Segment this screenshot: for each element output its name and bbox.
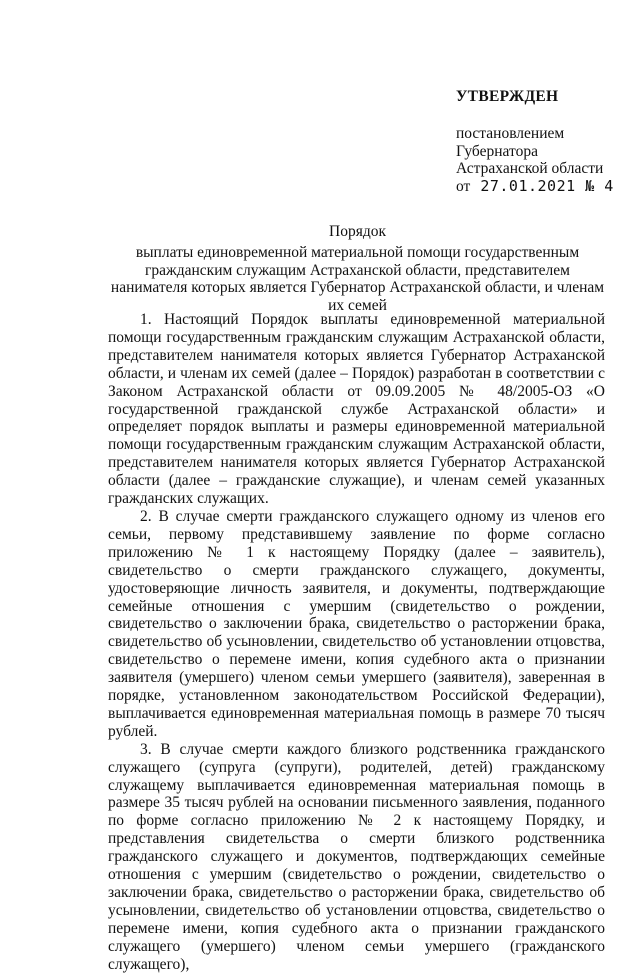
approval-line-2: Губернатора — [456, 142, 538, 160]
document-subtitle: выплаты единовременной материальной помощи государственным гражданским служащим Астраханской области, представителем нанимателя которых является Губернатор Астраханской области, и членам их семей — [110, 244, 605, 314]
document-heading — [110, 223, 605, 314]
approval-line-1: постановлением — [456, 125, 565, 142]
approval-title: УТВЕРЖДЕН — [456, 88, 559, 105]
approval-date-line — [456, 178, 636, 196]
document-body — [108, 311, 605, 974]
document-title: Порядок — [329, 223, 386, 240]
paragraph-3: 3. В случае смерти каждого близкого родственника гражданского служащего (супруга (супруги), родителей, детей) гражданскому служащему выплачивается единовременная материальная помощь в размере 35 тысяч рублей на основании письменного заявления, поданного по форме согласно приложению № 2 к настоящему Порядку, и представления свидетельства о смерти близкого родственника гражданского служащего и документов, подтверждающих семейные отношения с умершим (свидетельство о рождении, свидетельство о заключении брака, свидетельство о расторжении брака, свидетельство об усыновлении, свидетельство об установлении отцовства, свидетельство о перемене имени, копия судебного акта о признании гражданского служащего (умершего) членом семьи умершего (гражданского служащего), — [108, 740, 605, 973]
approval-date-value: 27.01.2021 № 4 — [480, 176, 614, 195]
approval-date-prefix: от — [456, 177, 471, 195]
paragraph-1: 1. Настоящий Порядок выплаты единовременной материальной помощи государственным гражданским служащим Астраханской области, представителем нанимателя которых является Губернатор Астраханской области, и членам их семей (далее – Порядок) разработан в соответствии с Законом Астраханской области от 09.09.2005 № 48/2005-ОЗ «О государственной гражданской службе Астраханской области» и определяет порядок выплаты и размеры единовременной материальной помощи государственным гражданским служащим Астраханской области, представителем нанимателя которых является Губернатор Астраханской области (далее – гражданские служащие), и членам семей указанных гражданских служащих. — [108, 311, 605, 508]
approval-line-3: Астраханской области — [456, 160, 604, 177]
paragraph-2: 2. В случае смерти гражданского служащего одному из членов его семьи, первому представившему заявление по форме согласно приложению № 1 к настоящему Порядку (далее – заявитель), свидетельство о смерти гражданского служащего, документы, удостоверяющие личность заявителя, и документы, подтверждающие семейные отношения с умершим (свидетельство о рождении, свидетельство о заключении брака, свидетельство о расторжении брака, свидетельство об усыновлении, свидетельство об установлении отцовства, свидетельство о перемене имени, копия судебного акта о признании заявителя (умершего) членом семьи умершего (заявителя), заверенная в порядке, установленном законодательством Российской Федерации), выплачивается единовременная материальная помощь в размере 70 тысяч рублей. — [108, 507, 605, 740]
approval-block — [456, 88, 636, 195]
